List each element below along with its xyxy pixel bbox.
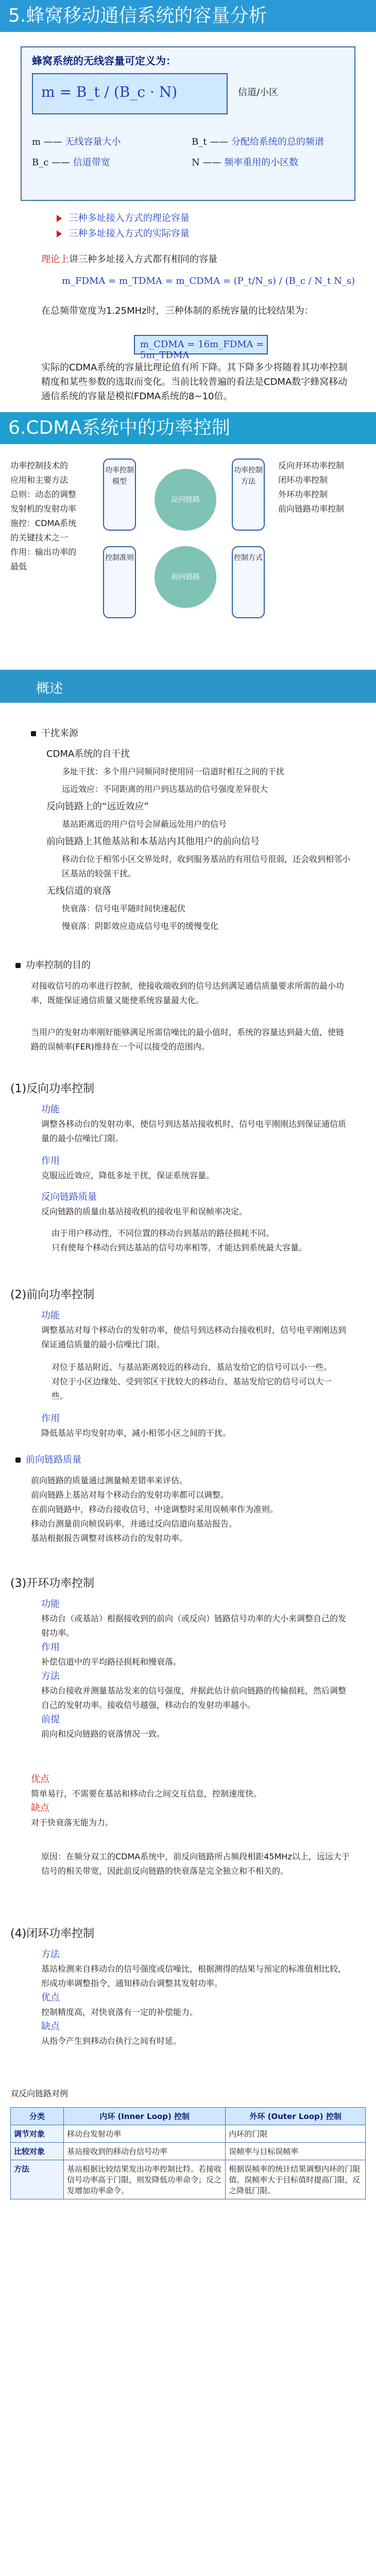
banner-power-control: 6.CDMA系统中的功率控制 bbox=[0, 412, 376, 444]
var-bc: B_c —— 信道带宽 bbox=[32, 157, 110, 168]
var-bt: B_t —— 分配给系统的总的频谱 bbox=[192, 137, 324, 147]
open-loop-items: 功能 移动台（或基站）根据接收到的前向（或反向）链路信号功率的大小来调整自己的发射功率。 作用 补偿信道中的平均路径损耗和慢衰落。 方法 移动台接收并测量基站发来的信号强度，并据此估计前向链路的传输损耗，然后调整自己的发射功率。接收信号越强，移动台的发射功率越小。 前提 前向和反向链路的衰落情况一致。 bbox=[41, 1599, 347, 1739]
reverse-item-2: 作用 克服远近效应，降低多址干扰，保证系统容量。 bbox=[41, 1156, 215, 1180]
theory-formula: m_FDMA = m_TDMA = m_CDMA = (P_t/N_s) / (B_c / N_t N_s) bbox=[62, 276, 355, 286]
open-loop-title: (3)开环功率控制 bbox=[10, 1577, 95, 1590]
open-loop-pros: 优点 简单易行，不需要在基站和移动台之间交互信息，控制速度快。 缺点 对于快衰落无能为力。 bbox=[31, 1774, 262, 1827]
table-row: 比较对象 基站接收到的移动台信号功率 误帧率与目标误帧率 bbox=[11, 2143, 366, 2160]
table-caption: 双反向链路对例 bbox=[10, 2089, 69, 2098]
interference-self: CDMA系统的自干扰 bbox=[46, 749, 130, 759]
interference-forward-desc: 移动台位于相邻小区交界处时，收到服务基站的有用信号很弱，还会收到相邻小区基站的较强干扰。 bbox=[62, 854, 351, 878]
circle-forward: 前向链路 bbox=[155, 546, 216, 608]
capacity-formula-box bbox=[134, 335, 268, 361]
slide-power-control-overview bbox=[0, 412, 376, 670]
tag-methods: 功率控制方法 bbox=[232, 459, 265, 531]
interference-mai: 多址干扰：多个用户同频同时使用同一信道时相互之间的干扰 bbox=[62, 767, 285, 776]
open-loop-reason: 原因：在频分双工的CDMA系统中，前反向链路所占频段相距45MHz以上，远远大于信号的相关带宽，因此前反向链路的快衰落是完全独立和不相关的。 bbox=[41, 1852, 350, 1876]
capacity-line: 在总频带宽度为1.25MHz时，三种体制的系统容量的比较结果为： bbox=[41, 306, 314, 316]
reverse-item-3: 反向链路质量 反向链路的质量由基站接收机的接收电平和误帧率决定。 bbox=[41, 1192, 248, 1216]
interference-nearfar: 远近效应：不同距离的用户到达基站的信号强度差异很大 bbox=[62, 784, 268, 794]
bullet-icon bbox=[31, 731, 36, 736]
slide-capacity bbox=[0, 0, 376, 392]
slide-overview bbox=[0, 670, 376, 2576]
var-m: m —— 无线容量大小 bbox=[32, 137, 121, 147]
forward-item-1: 功能 调整基站对每个移动台的发射功率，使信号到达移动台接收机时，信号电平刚刚达到保证通信质量的最小信噪比门限。 bbox=[41, 1310, 347, 1349]
left-notes: 功率控制技术的 应用和主要方法 总则：动态的调整 发射机的发射功率 施控：CDMA系统 的关键技术之一 作用：输出功率的 最低 bbox=[10, 461, 77, 571]
reverse-title: (1)反向功率控制 bbox=[10, 1082, 95, 1095]
table-row: 方法 基站根据比较结果发出功率控制比特。若接收信号功率高于门限，则发降低功率命令；反之发增加功率命令。 根据误帧率的统计结果调整内环的门限值。误帧率大于目标值时提高门限，反之降低门限。 bbox=[11, 2160, 366, 2199]
reverse-notes: 由于用户移动性，不同位置的移动台到基站的路径损耗不同。 只有使每个移动台到达基站的信号功率相等，才能达到系统最大容量。 bbox=[52, 1228, 307, 1252]
tag-rules: 控制准则 bbox=[103, 546, 136, 618]
red-arrow-icon bbox=[57, 230, 62, 238]
table-header-row: 分类 内环 (Inner Loop) 控制 外环 (Outer Loop) 控制 bbox=[11, 2108, 366, 2125]
bullet-icon bbox=[15, 1458, 21, 1463]
bullet-theory: 三种多址接入方式的理论容量 bbox=[57, 211, 190, 226]
banner-capacity: 5.蜂窝移动通信系统的容量分析 bbox=[0, 0, 376, 32]
var-n: N —— 频率重用的小区数 bbox=[192, 157, 299, 168]
purpose-p2: 当用户的发射功率刚好能够满足所需信噪比的最小值时，系统的容量达到最大值，使链路的误帧率(FER)维持在一个可以接受的范围内。 bbox=[31, 1027, 345, 1052]
overview-title: 概述 bbox=[36, 681, 63, 697]
interference-head: 干扰来源 bbox=[31, 726, 78, 741]
forward-title: (2)前向功率控制 bbox=[10, 1289, 95, 1301]
forward-quality-lines: 前向链路的质量通过测量帧差错率来评估。 前向链路上基站对每个移动台的发射功率都可以调整。 在前向链路中，移动台接收信号，中途调整时采用误帧率作为准则。 移动台测量前向帧误码率，并通过反向信道向基站报告。 基站根据报告调整对该移动台的发射功率。 bbox=[31, 1476, 279, 1543]
formula-m: m = B_t / (B_c · N) bbox=[41, 83, 178, 100]
purpose-head: 功率控制的目的 bbox=[15, 958, 91, 973]
right-notes: 反向开环功率控制 闭环功率控制 外环功率控制 前向链路功率控制 bbox=[278, 461, 345, 514]
bullet-icon bbox=[15, 963, 21, 968]
tag-model: 功率控制模型 bbox=[103, 459, 136, 531]
closed-loop-title: (4)闭环功率控制 bbox=[10, 1927, 95, 1940]
reverse-item-1: 功能 调整各移动台的发射功率，使信号到达基站接收机时，信号电平刚刚达到保证通信质量的最小信噪比门限。 bbox=[41, 1104, 347, 1143]
interference-reverse: 反向链路上的“远近效应” bbox=[46, 801, 149, 812]
formula-m-box bbox=[32, 73, 228, 114]
closed-loop-items: 方法 基站检测来自移动台的信号强度或信噪比，根据测得的结果与预定的标准值相比较，形成功率调整指令，通知移动台调整其发射功率。 优点 控制精度高，对快衰落有一定的补偿能力。 缺点 从指令产生到移动台执行之间有时延。 bbox=[41, 1949, 347, 2046]
circle-reverse: 反向链路 bbox=[155, 469, 216, 531]
table-row: 调节对象 移动台发射功率 内环的门限 bbox=[11, 2125, 366, 2143]
theory-line: 理论上讲三种多址接入方式都有相同的容量 bbox=[41, 254, 217, 265]
purpose-p1: 对接收信号的功率进行控制，使接收端收到的信号达到满足通信质量要求所需的最小功率，既能保证通信质量又能使系统容量最大化。 bbox=[31, 981, 345, 1005]
red-arrow-icon bbox=[57, 215, 62, 222]
overview-bar bbox=[0, 670, 376, 703]
bullet-actual: 三种多址接入方式的实际容量 bbox=[57, 227, 190, 241]
definition-title: 蜂窝系统的无线容量可定义为： bbox=[32, 55, 176, 67]
forward-notes: 对位于基站附近、与基站距离较近的移动台，基站发给它的信号可以小一些。 对位于小区边缘处、受到邻区干扰较大的移动台，基站发给它的信号可以大一些。 bbox=[52, 1362, 332, 1401]
definition-box bbox=[21, 46, 355, 201]
formula-unit: 信道/小区 bbox=[238, 87, 279, 98]
loop-comparison-table bbox=[10, 2107, 366, 2199]
capacity-paragraph: 实际的CDMA系统的容量比理论值有所下降。其下降多少将随着其功率控制精度和某些参数的选取而变化。当前比较普遍的看法是CDMA数字蜂窝移动通信系统的容量是模拟FDMA系统的8~10倍。 bbox=[41, 362, 348, 402]
forward-quality-head: 前向链路质量 bbox=[15, 1453, 81, 1467]
capacity-formula: m_CDMA = 16m_FDMA = 5m_TDMA bbox=[140, 339, 264, 361]
tag-modes: 控制方式 bbox=[232, 546, 265, 618]
fading-slow: 慢衰落：阴影效应造成信号电平的缓慢变化 bbox=[62, 921, 219, 931]
fading-fast: 快衰落：信号电平随时间快速起伏 bbox=[62, 904, 186, 913]
interference-forward: 前向链路上其他基站和本基站内其他用户的前向信号 bbox=[46, 836, 260, 847]
fading-head: 无线信道的衰落 bbox=[46, 886, 111, 896]
forward-item-2: 作用 降低基站平均发射功率，减小相邻小区之间的干扰。 bbox=[41, 1413, 231, 1438]
interference-reverse-desc: 基站距离近的用户信号会屏蔽远处用户的信号 bbox=[62, 819, 227, 829]
